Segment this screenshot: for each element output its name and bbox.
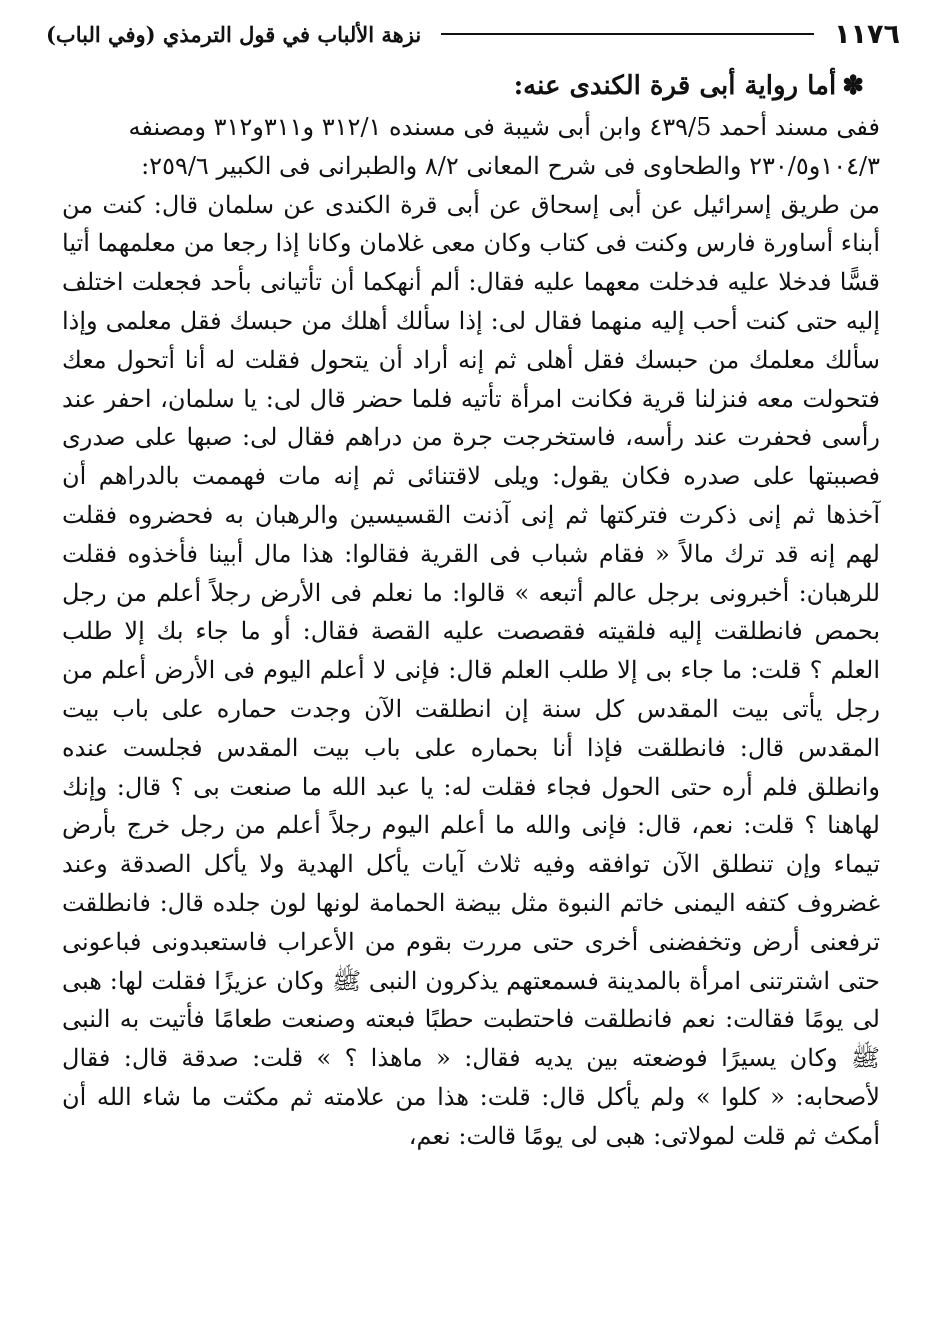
body-paragraph: من طريق إسرائيل عن أبى إسحاق عن أبى قرة الكندى عن سلمان قال: كنت من أبناء أساورة فارس وكنت فى كتاب وكان معى غلامان وكانا إذا رجعا من معلمهما أتيا قسًّا فدخلا عليه فدخلت معهما عليه فقال: ألم أنهكما أن تأتيانى بأحد فجعلت اختلف إليه حتى كنت أحب إليه منهما فقال لى: إذا سألك أهلك من حبسك فقل معلمى وإذا سألك معلمك من حبسك فقل أهلى ثم إنه أراد أن يتحول فقلت له أنا أتحول معك فتحولت معه فنزلنا قرية فكانت امرأة تأتيه فلما حضر قال لى: يا سلمان، احفر عند رأسى فحفرت عند رأسه، فاستخرجت جرة من دراهم فقال لى: صبها على صدرى فصببتها على صدره فكان يقول: ويلى لاقتنائى ثم إنه مات فهممت بالدراهم أن آخذها ثم إنى ذكرت فتركتها ثم إنى آذنت القسيسين والرهبان به فحضروه فقلت لهم إنه قد ترك مالاً « فقام شباب فى القرية فقالوا: هذا مال أبينا فأخذوه فقلت للرهبان: أخبرونى برجل عالم أتبعه » قالوا: ما نعلم فى الأرض رجلاً أعلم من رجل بحمص فانطلقت إليه فلقيته فقصصت عليه القصة فقال: أو ما جاء بك إلا طلب العلم ؟ قلت: ما جاء بى إلا طلب العلم قال: فإنى لا أعلم اليوم فى الأرض أعلم من رجل يأتى بيت المقدس كل سنة إن انطلقت الآن وجدت حماره على باب بيت المقدس قال: فانطلقت فإذا أنا بحماره على باب بيت المقدس فجلست عنده وانطلق فلم أره حتى الحول فجاء فقلت له: يا عبد الله ما صنعت بى ؟ قال: وإنك لهاهنا ؟ قلت: نعم، قال: فإنى والله ما أعلم اليوم رجلاً أعلم من رجل خرج بأرض تيماء وإن تنطلق الآن توافقه وفيه ثلاث آيات يأكل الهدية ولا يأكل الصدقة وعند غضروف كتفه اليمنى خاتم النبوة مثل بيضة الحمامة لونها لون جلده قال: فانطلقت ترفعنى أرض وتخفضنى أخرى حتى مررت بقوم من الأعراب فاستعبدونى فباعونى حتى اشترتنى امرأة بالمدينة فسمعتهم يذكرون النبى ﷺ وكان عزيزًا فقلت لها: هبى لى يومًا فقالت: نعم فانطلقت فاحتطبت حطبًا فبعته وصنعت طعامًا فأتيت به النبى ﷺ وكان يسيرًا فوضعته بين يديه فقال: « ماهذا ؟ » قلت: صدقة قال: فقال لأصحابه: « كلوا » ولم يأكل قال: قلت: هذا من علامته ثم مكثت ما شاء الله أن أمكث ثم قلت لمولاتى: هبى لى يومًا قالت: نعم، xyxy=(62,190,881,1150)
running-title: نزهة الألباب في قول الترمذي (وفي الباب) xyxy=(46,21,422,47)
page-number: ١١٧٦ xyxy=(834,18,900,50)
page-content xyxy=(62,66,880,1156)
section-heading xyxy=(62,66,880,106)
header-rule xyxy=(441,33,814,35)
sources-line-2: ١٠٤/٣و٢٣٠/٥ والطحاوى فى شرح المعانى ٨/٢ والطبرانى فى الكبير ٢٥٩/٦: xyxy=(141,151,880,180)
sources-line-1: ففى مسند أحمد ٤٣٩/5 وابن أبى شيبة فى مسنده ٣١٢/١ و٣١١و٣١٢ ومصنفه xyxy=(128,113,880,141)
asterisk-icon: ✽ xyxy=(842,71,864,101)
section-heading-text: أما رواية أبى قرة الكندى عنه: xyxy=(513,71,837,101)
page-header xyxy=(46,16,900,52)
